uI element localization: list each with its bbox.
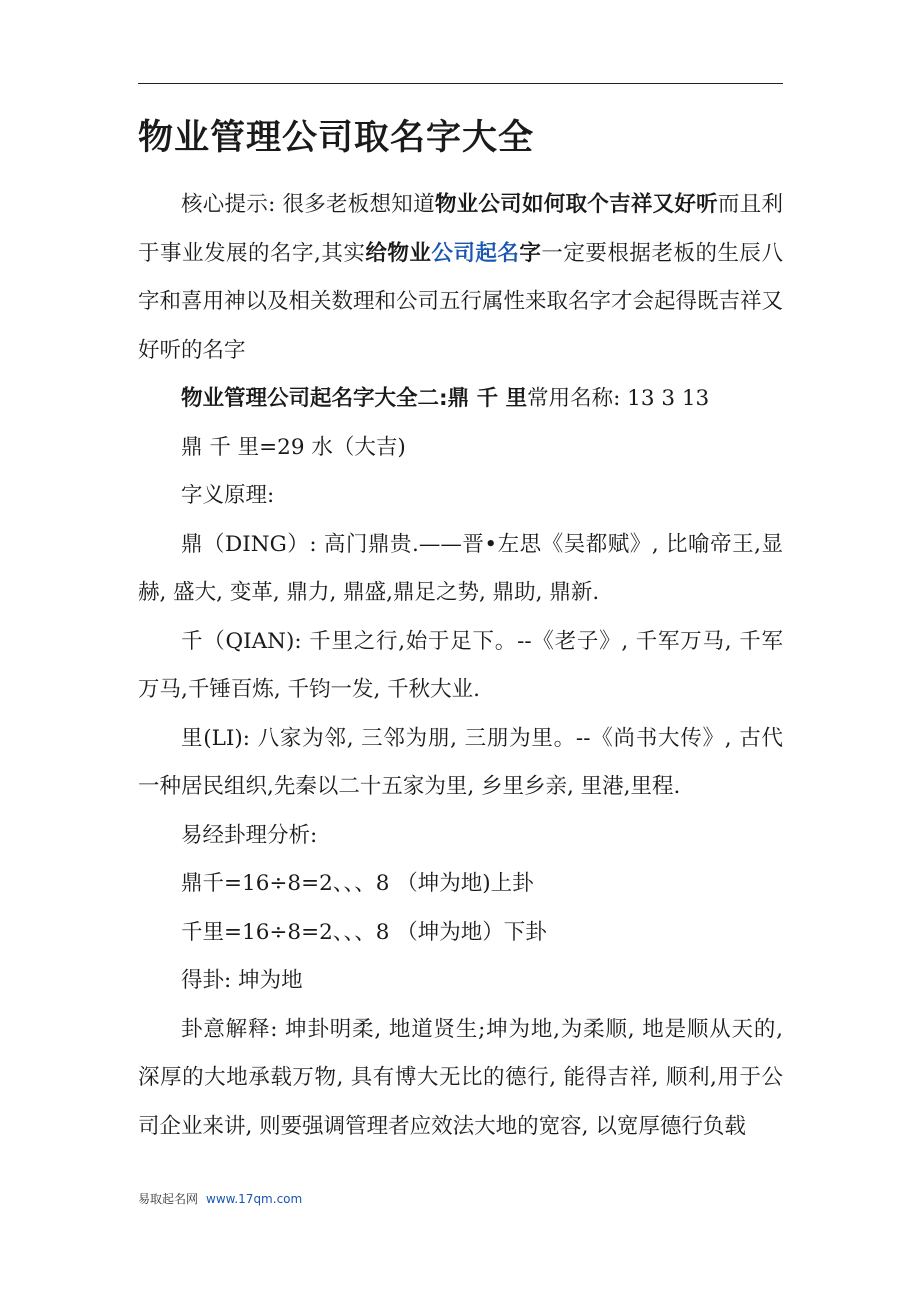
intro-paragraph <box>138 181 783 375</box>
footer-site-name: 易取起名网 <box>138 1192 199 1206</box>
page-title: 物业管理公司取名字大全 <box>138 118 535 158</box>
intro-bold-3: 字 <box>519 240 542 266</box>
upper-trigram-line: 鼎千=16÷8=2、、、8 （坤为地)上卦 <box>181 871 534 896</box>
explanation-paragraph: 卦意解释: 坤卦明柔, 地道贤生;坤为地,为柔顺, 地是顺从天的, 深厚的大地承载万物, 具有博大无比的德行, 能得吉祥, 顺利,用于公司企业来讲, 则要强调管理者应效法大地的宽容, 以宽厚德行负载 <box>138 1016 783 1139</box>
intro-text-2: 而且利于事业发展的名字,其实 <box>138 192 783 266</box>
result-line: 得卦: 坤为地 <box>181 968 303 993</box>
meaning-ding: 鼎（DING）: 高门鼎贵.——晋•左思《吴都赋》, 比喻帝王,显赫, 盛大, 变革, 鼎力, 鼎盛,鼎足之势, 鼎助, 鼎新. <box>138 531 783 605</box>
header-rule <box>138 83 783 84</box>
name-line-bold: 物业管理公司起名字大全二:鼎 千 里 <box>181 386 528 411</box>
intro-bold-1: 物业公司如何取个吉祥又好听 <box>434 192 718 217</box>
intro-text-1: 核心提示: 很多老板想知道 <box>181 192 435 217</box>
meaning-li: 里(LI): 八家为邻, 三邻为朋, 三朋为里。--《尚书大传》, 古代一种居民组织,先秦以二十五家为里, 乡里乡亲, 里港,里程. <box>138 725 783 799</box>
lower-trigram-line: 千里=16÷8=2、、、8 （坤为地）下卦 <box>181 919 547 945</box>
page-footer <box>138 1190 302 1207</box>
score-line: 鼎 千 里=29 水（大吉) <box>181 434 406 460</box>
intro-text-3: 一定要根据老板的生辰八字和喜用神以及相关数理和公司五行属性来取名字才会起得既吉祥又好听的名字 <box>138 240 784 363</box>
meaning-heading: 字义原理: <box>181 483 275 508</box>
footer-url-link[interactable]: www.17qm.com <box>206 1192 303 1206</box>
intro-bold-2: 给物业 <box>365 240 432 266</box>
meaning-qian: 千（QIAN): 千里之行,始于足下。--《老子》, 千军万马, 千军万马,千锤百炼, 千钧一发, 千秋大业. <box>138 628 783 702</box>
name-line-rest: 常用名称: 13 3 13 <box>527 386 710 411</box>
company-naming-link[interactable]: 公司起名 <box>431 240 520 266</box>
analysis-heading: 易经卦理分析: <box>181 822 318 848</box>
name-line <box>138 375 783 424</box>
article-body <box>138 181 783 1151</box>
